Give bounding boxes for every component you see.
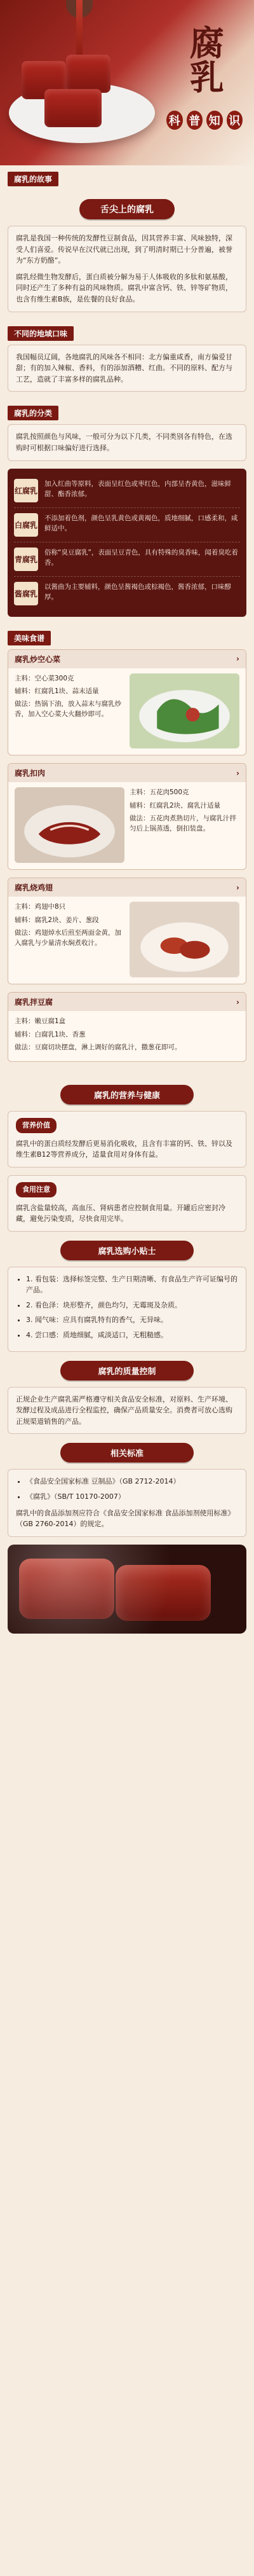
recipe-name: 腐乳炒空心菜 (15, 654, 61, 664)
recipe-text (15, 1016, 239, 1055)
standards-list (16, 1476, 238, 1502)
recipe-name: 腐乳烧鸡翅 (15, 883, 53, 893)
story-paragraph-2: 腐乳经微生物发酵后，蛋白质被分解为易于人体吸收的多肽和氨基酸，同时还产生了多种有益的风味物质。腐乳中富含钙、铁、锌等矿物质，也含有维生素B族，是佐餐的良好食品。 (16, 272, 232, 303)
buying-item: • 3. 闻气味：应具有腐乳特有的香气，无异味。 (26, 1314, 238, 1326)
types-intro: 腐乳按照颜色与风味，一般可分为以下几类，不同类别各有特色，在选购时可根据口味偏好进行选择。 (16, 432, 232, 452)
dish-icon (15, 787, 124, 863)
story-paragraph-1: 腐乳是我国一种传统的发酵性豆制食品，因其营养丰富、风味独特，深受人们喜爱。传说早在汉代就已出现，到了明清时期已十分普遍，被誉为“东方奶酪”。 (16, 234, 232, 265)
chevron-right-icon: › (236, 997, 239, 1007)
recipe-card-1 (8, 649, 246, 756)
recipe-line: 做法：豆腐切块摆盘，淋上调好的腐乳汁，撒葱花即可。 (15, 1043, 182, 1051)
recipe-line: 做法：鸡翅焯水后煎至两面金黄，加入腐乳与少量清水焖煮收汁。 (15, 928, 121, 947)
title-sub-char-1: 科 (166, 111, 183, 130)
standard-item: • 《腐乳》（SB/T 10170-2007） (26, 1491, 238, 1503)
recipe-header (8, 764, 246, 782)
hero-banner (0, 0, 254, 165)
recipe-line: 主料：空心菜300克 (15, 674, 74, 682)
title-sub-char-4: 识 (227, 111, 243, 130)
section-tag-types: 腐乳的分类 (8, 406, 58, 420)
recipe-text (15, 902, 124, 977)
type-tag: 红腐乳 (14, 479, 38, 502)
section-tag-regional: 不同的地域口味 (8, 326, 74, 341)
recipe-text (15, 673, 124, 749)
section-title-quality: 腐乳的质量控制 (60, 1361, 194, 1381)
section-title-standards: 相关标准 (60, 1443, 194, 1463)
recipe-line: 主料：鸡翅中8只 (15, 903, 66, 911)
recipe-name: 腐乳扣肉 (15, 769, 46, 778)
standards-foot: 腐乳中的食品添加剂应符合《食品安全国家标准 食品添加剂使用标准》（GB 2760-2014）的规定。 (16, 1508, 235, 1529)
nutrition-card (8, 1111, 246, 1167)
type-tag: 青腐乳 (14, 548, 38, 571)
recipe-card-4 (8, 992, 246, 1062)
recipe-line: 做法：五花肉煮熟切片，与腐乳汁拌匀后上锅蒸透，倒扣装盘。 (130, 815, 236, 833)
type-row (14, 542, 240, 576)
recipe-line: 做法：热锅下油，放入蒜末与腐乳炒香，加入空心菜大火翻炒即可。 (15, 700, 121, 719)
caution-card (8, 1175, 246, 1232)
type-desc: 以酱曲为主要辅料，颜色呈酱褐色或棕褐色，酱香浓郁，口味醇厚。 (44, 582, 231, 601)
regional-card (8, 345, 246, 392)
type-desc: 不添加着色剂，颜色呈乳黄色或黄褐色，质地细腻，口感柔和，咸鲜适中。 (44, 514, 238, 532)
recipe-text (130, 787, 239, 863)
type-desc: 加入红曲等原料，表面呈红色或枣红色，内部呈杏黄色，滋味鲜甜、酯香浓郁。 (44, 479, 231, 498)
chevron-right-icon: › (236, 654, 239, 664)
drip-illustration (76, 0, 83, 59)
nutrition-subtitle: 营养价值 (16, 1118, 57, 1133)
title-sub-char-2: 普 (187, 111, 203, 130)
bottom-dish-photo (8, 1545, 246, 1634)
caution-subtitle: 食用注意 (16, 1182, 57, 1197)
buying-card (8, 1267, 246, 1352)
fermented-tofu-block-2 (66, 55, 110, 93)
section-tag-recipes: 美味食谱 (8, 631, 51, 645)
recipe-line: 主料：嫩豆腐1盒 (15, 1017, 66, 1026)
recipe-line: 主料：五花肉500克 (130, 789, 189, 797)
recipe-card-3 (8, 878, 246, 984)
types-band (8, 469, 246, 617)
buying-item: • 4. 尝口感：质地细腻，咸淡适口，无粗糙感。 (26, 1330, 238, 1341)
recipe-line: 辅料：红腐乳1块、蒜末适量 (15, 687, 99, 695)
buying-list (16, 1274, 238, 1341)
type-row (14, 576, 240, 610)
gloss-overlay (8, 1545, 246, 1634)
type-tag: 酱腐乳 (14, 582, 38, 605)
recipe-body (8, 1011, 246, 1061)
dish-icon (130, 902, 239, 977)
recipe-header (8, 650, 246, 668)
quality-text: 正规企业生产腐乳需严格遵守相关食品安全标准，对原料、生产环境、发酵过程及成品进行全程监控，确保产品质量安全。消费者可放心选购正规渠道销售的产品。 (16, 1395, 232, 1426)
title-sub (166, 111, 243, 130)
spacer (0, 1070, 254, 1076)
recipe-line: 辅料：白腐乳1块、香葱 (15, 1030, 86, 1038)
recipe-header (8, 878, 246, 897)
section-title-buying: 腐乳选购小贴士 (60, 1241, 194, 1260)
story-card (8, 226, 246, 312)
type-tag: 白腐乳 (14, 513, 38, 537)
type-desc: 俗称“臭豆腐乳”，表面呈豆青色，具有特殊的臭香味，闻着臭吃着香。 (44, 548, 238, 567)
recipe-line: 辅料：红腐乳2块、腐乳汁适量 (130, 801, 221, 809)
page-title (166, 11, 243, 130)
quality-card (8, 1387, 246, 1435)
title-big: 腐乳 (184, 25, 225, 93)
recipe-photo (15, 787, 124, 863)
title-sub-char-3: 知 (206, 111, 223, 130)
dish-icon (130, 673, 239, 749)
recipe-body (8, 782, 246, 869)
standards-card (8, 1469, 246, 1536)
type-row (14, 507, 240, 542)
section-title-nutrition: 腐乳的营养与健康 (60, 1085, 194, 1105)
caution-text: 腐乳含盐量较高，高血压、肾病患者应控制食用量。开罐后应密封冷藏，避免污染变质，尽快食用完毕。 (16, 1203, 225, 1223)
section-tag-story: 腐乳的故事 (8, 172, 58, 186)
standard-item: • 《食品安全国家标准 豆制品》（GB 2712-2014） (26, 1476, 238, 1487)
recipe-photo (130, 902, 239, 977)
recipe-body (8, 897, 246, 984)
regional-paragraph: 我国幅员辽阔，各地腐乳的风味各不相同：北方偏重咸香，南方偏爱甘甜；有的加入辣椒、香料，有的添加酒糟、红曲。不同的原料、配方与工艺，造就了丰富多样的腐乳品种。 (16, 352, 232, 383)
chevron-right-icon: › (236, 883, 239, 892)
type-row (14, 474, 240, 507)
buying-item: • 2. 看色泽：块形整齐，颜色均匀，无霉斑及杂质。 (26, 1300, 238, 1311)
buying-item: • 1. 看包装：选择标签完整、生产日期清晰、有食品生产许可证编号的产品。 (26, 1274, 238, 1296)
recipe-line: 辅料：腐乳2块、姜片、葱段 (15, 916, 99, 924)
section-title-story: 舌尖上的腐乳 (79, 199, 175, 219)
nutrition-text: 腐乳中的蛋白质经发酵后更易消化吸收，且含有丰富的钙、铁、锌以及维生素B12等营养成分，适量食用对身体有益。 (16, 1139, 232, 1159)
recipe-name: 腐乳拌豆腐 (15, 998, 53, 1007)
fermented-tofu-block-3 (44, 89, 102, 127)
recipe-body (8, 668, 246, 755)
recipe-header (8, 993, 246, 1011)
recipe-photo (130, 673, 239, 749)
types-intro-card (8, 424, 246, 460)
recipe-card-2 (8, 763, 246, 870)
chevron-right-icon: › (236, 768, 239, 778)
